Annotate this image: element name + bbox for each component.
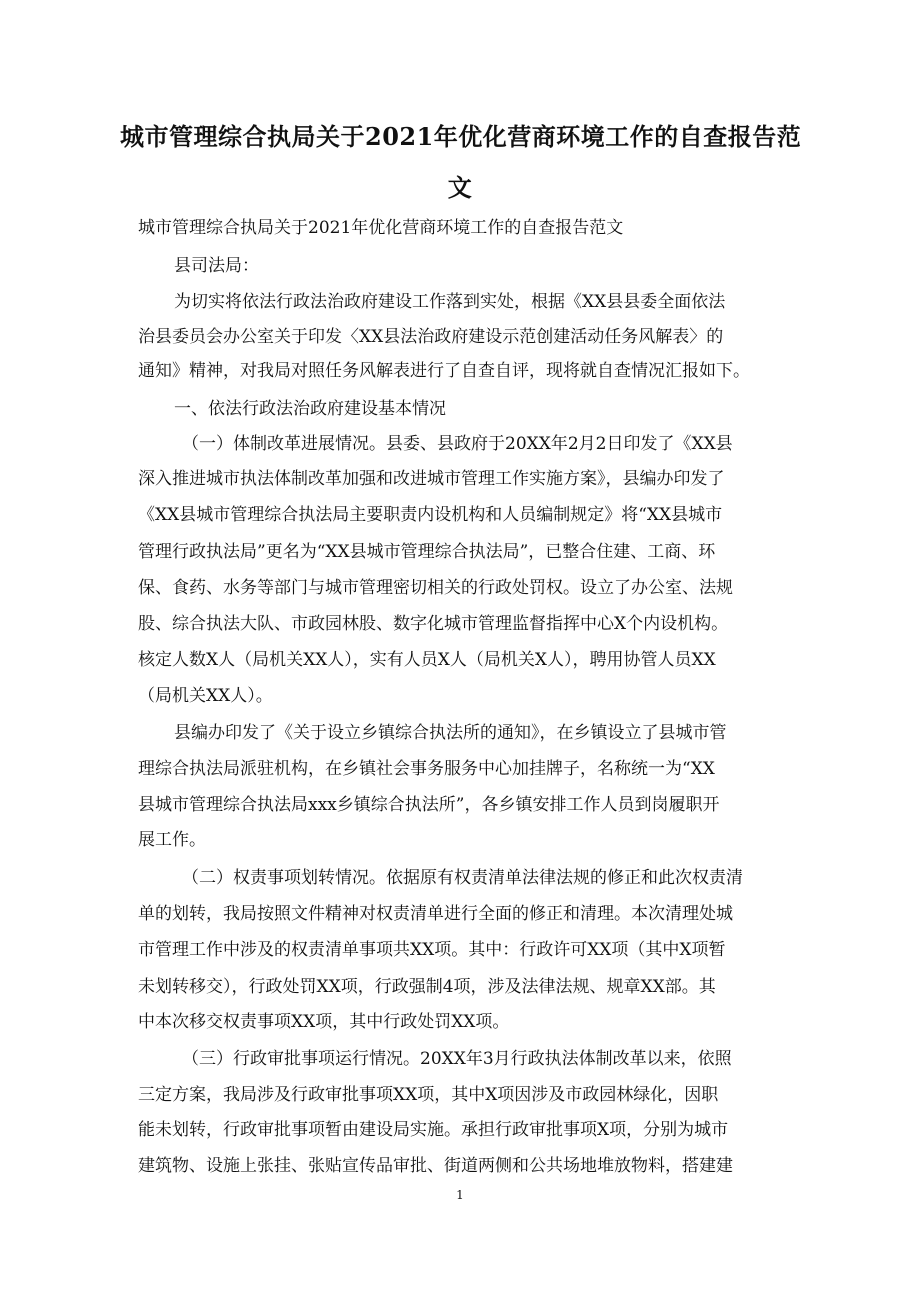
text-line: 能未划转，行政审批事项暂由建设局实施。承担行政审批事项X项，分别为城市 — [138, 1120, 729, 1140]
text-line: 治县委员会办公室关于印发〈XX县法治政府建设示范创建活动任务风解表〉的 — [138, 327, 724, 347]
text-line: 股、综合执法大队、市政园林股、数字化城市管理监督指挥中心X个内设机构。 — [138, 614, 729, 634]
text-line: 县城市管理综合执法局xxx乡镇综合执法所”，各乡镇安排工作人员到岗履职开 — [138, 795, 720, 815]
text-line: 核定人数X人（局机关XX人），实有人员X人（局机关X人），聘用协管人员XX — [138, 650, 716, 670]
text-line: 通知》精神，对我局对照任务风解表进行了自查自评，现将就自查情况汇报如下。 — [138, 361, 750, 381]
text-line: 三定方案，我局涉及行政审批事项XX项，其中X项因涉及市政园林绿化，因职 — [138, 1085, 719, 1105]
text-line: 县编办印发了《关于设立乡镇综合执法所的通知》，在乡镇设立了县城市管 — [174, 723, 727, 743]
text-line: 理综合执法局派驻机构，在乡镇社会事务服务中心加挂牌子，名称统一为“XX — [138, 759, 715, 779]
text-line: 未划转移交），行政处罚XX项，行政强制4项，涉及法律法规、规章XX部。其 — [138, 977, 716, 997]
text-line: 中本次移交权责事项XX项，其中行政处罚XX项。 — [138, 1012, 510, 1032]
text-line: 单的划转，我局按照文件精神对权责清单进行全面的修正和清理。本次清理处城 — [138, 904, 733, 924]
document-subtitle: 城市管理综合执局关于2021年优化营商环境工作的自查报告范文 — [138, 218, 624, 238]
text-line: 市管理工作中涉及的权责清单事项共XX项。其中：行政许可XX项（其中X项暂 — [138, 940, 726, 960]
document-title-line-1: 城市管理综合执局关于2021年优化营商环境工作的自查报告范 — [120, 122, 802, 151]
text-line: 保、食药、水务等部门与城市管理密切相关的行政处罚权。设立了办公室、法规 — [138, 578, 733, 598]
text-line: （一）体制改革进展情况。县委、县政府于20XX年2月2日印发了《XX县 — [182, 434, 733, 454]
text-line: （二）权责事项划转情况。依据原有权责清单法律法规的修正和此次权责清 — [182, 868, 743, 888]
text-line: 为切实将依法行政法治政府建设工作落到实处，根据《XX县县委全面依法 — [174, 292, 726, 312]
text-line: 展工作。 — [138, 830, 206, 850]
page-number: 1 — [456, 1188, 464, 1202]
text-line: 县司法局： — [174, 256, 259, 276]
text-line: 建筑物、设施上张挂、张贴宣传品审批、街道两侧和公共场地堆放物料，搭建建 — [138, 1156, 733, 1176]
text-line: 深入推进城市执法体制改革加强和改进城市管理工作实施方案》，县编办印发了 — [138, 469, 725, 489]
document-title-line-2: 文 — [447, 173, 473, 202]
text-line: 《XX县城市管理综合执法局主要职责内设机构和人员编制规定》将“XX县城市 — [138, 505, 723, 525]
text-line: 一、依法行政法治政府建设基本情况 — [174, 399, 446, 419]
text-line: 管理行政执法局”更名为“XX县城市管理综合执法局”，已整合住建、工商、环 — [138, 542, 716, 562]
text-line: （三）行政审批事项运行情况。20XX年3月行政执法体制改革以来，依照 — [182, 1049, 732, 1069]
text-line: （局机关XX人）。 — [138, 686, 273, 706]
